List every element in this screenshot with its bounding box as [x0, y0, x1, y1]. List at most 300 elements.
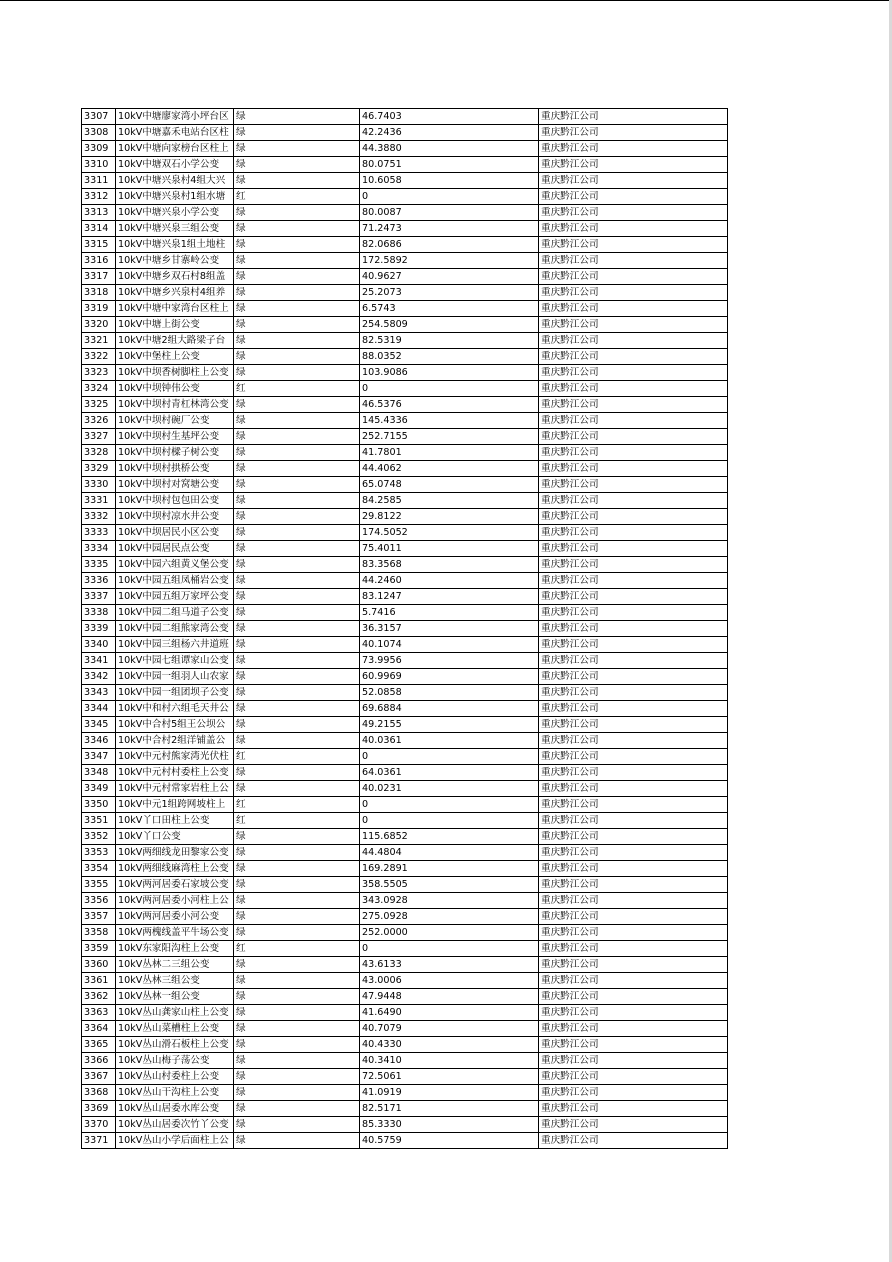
transformer-name-cell: 10kV中坝村青杠林湾公变	[116, 397, 234, 413]
row-number-cell: 3343	[82, 685, 116, 701]
table-row	[82, 285, 728, 301]
company-cell: 重庆黔江公司	[539, 749, 728, 765]
status-cell: 红	[234, 941, 360, 957]
status-cell: 绿	[234, 957, 360, 973]
status-cell: 绿	[234, 701, 360, 717]
value-cell: 174.5052	[360, 525, 539, 541]
table-row	[82, 381, 728, 397]
transformer-name-cell: 10kV中坝居民小区公变	[116, 525, 234, 541]
company-cell: 重庆黔江公司	[539, 461, 728, 477]
transformer-name-cell: 10kV中坝钟伟公变	[116, 381, 234, 397]
table-row	[82, 333, 728, 349]
row-number-cell: 3321	[82, 333, 116, 349]
table-row	[82, 429, 728, 445]
row-number-cell: 3364	[82, 1021, 116, 1037]
status-cell: 绿	[234, 717, 360, 733]
status-cell: 绿	[234, 781, 360, 797]
value-cell: 40.4330	[360, 1037, 539, 1053]
company-cell: 重庆黔江公司	[539, 205, 728, 221]
company-cell: 重庆黔江公司	[539, 621, 728, 637]
value-cell: 71.2473	[360, 221, 539, 237]
value-cell: 275.0928	[360, 909, 539, 925]
company-cell: 重庆黔江公司	[539, 1053, 728, 1069]
status-cell: 绿	[234, 477, 360, 493]
company-cell: 重庆黔江公司	[539, 429, 728, 445]
transformer-name-cell: 10kV丛山菜槽柱上公变	[116, 1021, 234, 1037]
value-cell: 84.2585	[360, 493, 539, 509]
status-cell: 绿	[234, 109, 360, 125]
value-cell: 65.0748	[360, 477, 539, 493]
value-cell: 40.0361	[360, 733, 539, 749]
row-number-cell: 3318	[82, 285, 116, 301]
status-cell: 绿	[234, 269, 360, 285]
table-row	[82, 237, 728, 253]
value-cell: 252.7155	[360, 429, 539, 445]
value-cell: 52.0858	[360, 685, 539, 701]
row-number-cell: 3348	[82, 765, 116, 781]
value-cell: 69.6884	[360, 701, 539, 717]
row-number-cell: 3320	[82, 317, 116, 333]
row-number-cell: 3307	[82, 109, 116, 125]
value-cell: 64.0361	[360, 765, 539, 781]
status-cell: 绿	[234, 157, 360, 173]
company-cell: 重庆黔江公司	[539, 125, 728, 141]
status-cell: 绿	[234, 989, 360, 1005]
table-row	[82, 893, 728, 909]
table-row	[82, 509, 728, 525]
status-cell: 绿	[234, 397, 360, 413]
company-cell: 重庆黔江公司	[539, 1101, 728, 1117]
table-row	[82, 397, 728, 413]
table-row	[82, 525, 728, 541]
table-row	[82, 653, 728, 669]
row-number-cell: 3322	[82, 349, 116, 365]
table-row	[82, 1005, 728, 1021]
row-number-cell: 3323	[82, 365, 116, 381]
status-cell: 绿	[234, 125, 360, 141]
transformer-name-cell: 10kV中塘乡兴泉村4组养	[116, 285, 234, 301]
table-row	[82, 861, 728, 877]
value-cell: 42.2436	[360, 125, 539, 141]
status-cell: 绿	[234, 637, 360, 653]
status-cell: 绿	[234, 557, 360, 573]
value-cell: 46.5376	[360, 397, 539, 413]
company-cell: 重庆黔江公司	[539, 1085, 728, 1101]
value-cell: 44.2460	[360, 573, 539, 589]
status-cell: 绿	[234, 621, 360, 637]
transformer-name-cell: 10kV中塘双石小学公变	[116, 157, 234, 173]
transformer-name-cell: 10kV中坝村樑子树公变	[116, 445, 234, 461]
status-cell: 绿	[234, 317, 360, 333]
transformer-name-cell: 10kV中坝村包包田公变	[116, 493, 234, 509]
value-cell: 0	[360, 381, 539, 397]
value-cell: 44.3880	[360, 141, 539, 157]
value-cell: 172.5892	[360, 253, 539, 269]
company-cell: 重庆黔江公司	[539, 109, 728, 125]
table-row	[82, 173, 728, 189]
status-cell: 红	[234, 381, 360, 397]
status-cell: 绿	[234, 669, 360, 685]
table-row	[82, 493, 728, 509]
row-number-cell: 3356	[82, 893, 116, 909]
company-cell: 重庆黔江公司	[539, 941, 728, 957]
value-cell: 83.1247	[360, 589, 539, 605]
table-row	[82, 365, 728, 381]
table-row	[82, 445, 728, 461]
company-cell: 重庆黔江公司	[539, 1021, 728, 1037]
company-cell: 重庆黔江公司	[539, 925, 728, 941]
table-row	[82, 813, 728, 829]
status-cell: 绿	[234, 1053, 360, 1069]
company-cell: 重庆黔江公司	[539, 1037, 728, 1053]
row-number-cell: 3366	[82, 1053, 116, 1069]
company-cell: 重庆黔江公司	[539, 861, 728, 877]
table-row	[82, 1021, 728, 1037]
transformer-name-cell: 10kV中塘兴泉村1组水塘	[116, 189, 234, 205]
status-cell: 绿	[234, 285, 360, 301]
value-cell: 36.3157	[360, 621, 539, 637]
status-cell: 绿	[234, 685, 360, 701]
status-cell: 绿	[234, 253, 360, 269]
transformer-name-cell: 10kV中坝村凉水井公变	[116, 509, 234, 525]
row-number-cell: 3339	[82, 621, 116, 637]
row-number-cell: 3310	[82, 157, 116, 173]
value-cell: 82.5319	[360, 333, 539, 349]
value-cell: 0	[360, 813, 539, 829]
status-cell: 绿	[234, 509, 360, 525]
table-row	[82, 957, 728, 973]
row-number-cell: 3359	[82, 941, 116, 957]
value-cell: 43.0006	[360, 973, 539, 989]
table-row	[82, 269, 728, 285]
company-cell: 重庆黔江公司	[539, 845, 728, 861]
status-cell: 绿	[234, 877, 360, 893]
row-number-cell: 3358	[82, 925, 116, 941]
company-cell: 重庆黔江公司	[539, 397, 728, 413]
transformer-name-cell: 10kV中园居民点公变	[116, 541, 234, 557]
company-cell: 重庆黔江公司	[539, 637, 728, 653]
row-number-cell: 3362	[82, 989, 116, 1005]
row-number-cell: 3354	[82, 861, 116, 877]
status-cell: 绿	[234, 653, 360, 669]
company-cell: 重庆黔江公司	[539, 301, 728, 317]
transformer-name-cell: 10kV丫口公变	[116, 829, 234, 845]
value-cell: 47.9448	[360, 989, 539, 1005]
status-cell: 红	[234, 797, 360, 813]
status-cell: 绿	[234, 205, 360, 221]
transformer-name-cell: 10kV中园五组万家坪公变	[116, 589, 234, 605]
row-number-cell: 3371	[82, 1133, 116, 1149]
value-cell: 169.2891	[360, 861, 539, 877]
row-number-cell: 3334	[82, 541, 116, 557]
value-cell: 88.0352	[360, 349, 539, 365]
company-cell: 重庆黔江公司	[539, 909, 728, 925]
company-cell: 重庆黔江公司	[539, 589, 728, 605]
status-cell: 绿	[234, 1021, 360, 1037]
status-cell: 绿	[234, 301, 360, 317]
row-number-cell: 3319	[82, 301, 116, 317]
row-number-cell: 3312	[82, 189, 116, 205]
row-number-cell: 3353	[82, 845, 116, 861]
row-number-cell: 3309	[82, 141, 116, 157]
status-cell: 绿	[234, 1117, 360, 1133]
value-cell: 40.1074	[360, 637, 539, 653]
value-cell: 145.4336	[360, 413, 539, 429]
transformer-name-cell: 10kV中元村常家岩柱上公	[116, 781, 234, 797]
company-cell: 重庆黔江公司	[539, 605, 728, 621]
row-number-cell: 3344	[82, 701, 116, 717]
status-cell: 绿	[234, 973, 360, 989]
company-cell: 重庆黔江公司	[539, 557, 728, 573]
transformer-name-cell: 10kV中塘乡双石村8组盖	[116, 269, 234, 285]
row-number-cell: 3369	[82, 1101, 116, 1117]
row-number-cell: 3342	[82, 669, 116, 685]
value-cell: 115.6852	[360, 829, 539, 845]
table-row	[82, 797, 728, 813]
company-cell: 重庆黔江公司	[539, 701, 728, 717]
status-cell: 绿	[234, 173, 360, 189]
transformer-name-cell: 10kV丛林一组公变	[116, 989, 234, 1005]
status-cell: 绿	[234, 845, 360, 861]
company-cell: 重庆黔江公司	[539, 365, 728, 381]
row-number-cell: 3325	[82, 397, 116, 413]
row-number-cell: 3330	[82, 477, 116, 493]
transformer-name-cell: 10kV中园二组熊家湾公变	[116, 621, 234, 637]
value-cell: 73.9956	[360, 653, 539, 669]
table-row	[82, 685, 728, 701]
row-number-cell: 3365	[82, 1037, 116, 1053]
transformer-name-cell: 10kV中元村村委柱上公变	[116, 765, 234, 781]
row-number-cell: 3338	[82, 605, 116, 621]
transformer-name-cell: 10kV中园三组杨六井道班	[116, 637, 234, 653]
row-number-cell: 3357	[82, 909, 116, 925]
transformer-name-cell: 10kV中塘兴泉三组公变	[116, 221, 234, 237]
transformer-name-cell: 10kV东家阳沟柱上公变	[116, 941, 234, 957]
row-number-cell: 3317	[82, 269, 116, 285]
value-cell: 6.5743	[360, 301, 539, 317]
value-cell: 72.5061	[360, 1069, 539, 1085]
value-cell: 44.4062	[360, 461, 539, 477]
table-row	[82, 557, 728, 573]
value-cell: 82.5171	[360, 1101, 539, 1117]
company-cell: 重庆黔江公司	[539, 221, 728, 237]
transformer-name-cell: 10kV两河居委小河公变	[116, 909, 234, 925]
row-number-cell: 3355	[82, 877, 116, 893]
row-number-cell: 3328	[82, 445, 116, 461]
table-row	[82, 141, 728, 157]
table-row	[82, 909, 728, 925]
company-cell: 重庆黔江公司	[539, 669, 728, 685]
table-row	[82, 989, 728, 1005]
value-cell: 358.5505	[360, 877, 539, 893]
table-row	[82, 941, 728, 957]
status-cell: 绿	[234, 349, 360, 365]
transformer-name-cell: 10kV两细线麻湾柱上公变	[116, 861, 234, 877]
company-cell: 重庆黔江公司	[539, 877, 728, 893]
company-cell: 重庆黔江公司	[539, 477, 728, 493]
company-cell: 重庆黔江公司	[539, 269, 728, 285]
row-number-cell: 3335	[82, 557, 116, 573]
table-row	[82, 733, 728, 749]
transformer-name-cell: 10kV丛林二三组公变	[116, 957, 234, 973]
company-cell: 重庆黔江公司	[539, 349, 728, 365]
status-cell: 绿	[234, 525, 360, 541]
transformer-name-cell: 10kV中堡柱上公变	[116, 349, 234, 365]
transformer-name-cell: 10kV中塘兴泉1组土地柱	[116, 237, 234, 253]
table-row	[82, 573, 728, 589]
value-cell: 46.7403	[360, 109, 539, 125]
company-cell: 重庆黔江公司	[539, 733, 728, 749]
status-cell: 绿	[234, 429, 360, 445]
company-cell: 重庆黔江公司	[539, 717, 728, 733]
status-cell: 绿	[234, 1133, 360, 1149]
value-cell: 82.0686	[360, 237, 539, 253]
row-number-cell: 3329	[82, 461, 116, 477]
row-number-cell: 3360	[82, 957, 116, 973]
company-cell: 重庆黔江公司	[539, 1005, 728, 1021]
value-cell: 25.2073	[360, 285, 539, 301]
status-cell: 绿	[234, 141, 360, 157]
table-row	[82, 1101, 728, 1117]
company-cell: 重庆黔江公司	[539, 781, 728, 797]
value-cell: 43.6133	[360, 957, 539, 973]
transformer-name-cell: 10kV丛林三组公变	[116, 973, 234, 989]
status-cell: 绿	[234, 333, 360, 349]
transformer-name-cell: 10kV丛山干沟柱上公变	[116, 1085, 234, 1101]
table-row	[82, 589, 728, 605]
transformer-name-cell: 10kV中园二组马道子公变	[116, 605, 234, 621]
table-row	[82, 1037, 728, 1053]
company-cell: 重庆黔江公司	[539, 653, 728, 669]
value-cell: 254.5809	[360, 317, 539, 333]
table-row	[82, 317, 728, 333]
company-cell: 重庆黔江公司	[539, 973, 728, 989]
table-row	[82, 973, 728, 989]
company-cell: 重庆黔江公司	[539, 189, 728, 205]
row-number-cell: 3367	[82, 1069, 116, 1085]
company-cell: 重庆黔江公司	[539, 381, 728, 397]
status-cell: 绿	[234, 365, 360, 381]
transformer-name-cell: 10kV中和村六组毛天井公	[116, 701, 234, 717]
transformer-name-cell: 10kV中园六组黄义堡公变	[116, 557, 234, 573]
value-cell: 29.8122	[360, 509, 539, 525]
transformer-name-cell: 10kV中坝村碗厂公变	[116, 413, 234, 429]
transformer-name-cell: 10kV中塘兴泉村4组大兴	[116, 173, 234, 189]
transformer-name-cell: 10kV丫口田柱上公变	[116, 813, 234, 829]
row-number-cell: 3333	[82, 525, 116, 541]
transformer-name-cell: 10kV中塘兴泉小学公变	[116, 205, 234, 221]
row-number-cell: 3311	[82, 173, 116, 189]
transformer-name-cell: 10kV两细线龙田黎家公变	[116, 845, 234, 861]
status-cell: 绿	[234, 1005, 360, 1021]
page-top-border	[0, 0, 892, 1]
transformer-name-cell: 10kV中塘向家榜台区柱上	[116, 141, 234, 157]
table-row	[82, 749, 728, 765]
table-row	[82, 253, 728, 269]
row-number-cell: 3315	[82, 237, 116, 253]
company-cell: 重庆黔江公司	[539, 813, 728, 829]
table-row	[82, 765, 728, 781]
value-cell: 103.9086	[360, 365, 539, 381]
transformer-name-cell: 10kV丛山居委次竹丫公变	[116, 1117, 234, 1133]
value-cell: 44.4804	[360, 845, 539, 861]
value-cell: 10.6058	[360, 173, 539, 189]
company-cell: 重庆黔江公司	[539, 141, 728, 157]
row-number-cell: 3351	[82, 813, 116, 829]
transformer-name-cell: 10kV丛山村委柱上公变	[116, 1069, 234, 1085]
status-cell: 绿	[234, 861, 360, 877]
value-cell: 75.4011	[360, 541, 539, 557]
row-number-cell: 3352	[82, 829, 116, 845]
table-row	[82, 1085, 728, 1101]
table-row	[82, 717, 728, 733]
value-cell: 40.0231	[360, 781, 539, 797]
status-cell: 绿	[234, 733, 360, 749]
table-row	[82, 413, 728, 429]
transformer-name-cell: 10kV丛山滑石板柱上公变	[116, 1037, 234, 1053]
table-row	[82, 1133, 728, 1149]
row-number-cell: 3331	[82, 493, 116, 509]
table-row	[82, 109, 728, 125]
value-cell: 5.7416	[360, 605, 539, 621]
table-row	[82, 541, 728, 557]
table-row	[82, 1117, 728, 1133]
row-number-cell: 3336	[82, 573, 116, 589]
data-table	[81, 108, 728, 1149]
row-number-cell: 3345	[82, 717, 116, 733]
status-cell: 绿	[234, 1069, 360, 1085]
row-number-cell: 3313	[82, 205, 116, 221]
table-row	[82, 477, 728, 493]
value-cell: 252.0000	[360, 925, 539, 941]
transformer-name-cell: 10kV中塘乡甘寨岭公变	[116, 253, 234, 269]
transformer-name-cell: 10kV中坝村生基坪公变	[116, 429, 234, 445]
transformer-name-cell: 10kV中坝香树脚柱上公变	[116, 365, 234, 381]
transformer-name-cell: 10kV丛山龚家山柱上公变	[116, 1005, 234, 1021]
transformer-name-cell: 10kV中塘上街公变	[116, 317, 234, 333]
table-row	[82, 349, 728, 365]
company-cell: 重庆黔江公司	[539, 253, 728, 269]
company-cell: 重庆黔江公司	[539, 413, 728, 429]
status-cell: 绿	[234, 1085, 360, 1101]
status-cell: 绿	[234, 925, 360, 941]
status-cell: 绿	[234, 909, 360, 925]
company-cell: 重庆黔江公司	[539, 893, 728, 909]
value-cell: 40.7079	[360, 1021, 539, 1037]
table-row	[82, 1053, 728, 1069]
transformer-name-cell: 10kV中塘2组大路梁子台	[116, 333, 234, 349]
company-cell: 重庆黔江公司	[539, 989, 728, 1005]
table-row	[82, 877, 728, 893]
table-row	[82, 669, 728, 685]
status-cell: 绿	[234, 1037, 360, 1053]
table-row	[82, 621, 728, 637]
value-cell: 40.3410	[360, 1053, 539, 1069]
company-cell: 重庆黔江公司	[539, 525, 728, 541]
status-cell: 绿	[234, 413, 360, 429]
transformer-name-cell: 10kV中坝村对窝塘公变	[116, 477, 234, 493]
row-number-cell: 3308	[82, 125, 116, 141]
table-row	[82, 221, 728, 237]
value-cell: 0	[360, 941, 539, 957]
status-cell: 红	[234, 813, 360, 829]
table-row	[82, 205, 728, 221]
row-number-cell: 3314	[82, 221, 116, 237]
value-cell: 60.9969	[360, 669, 539, 685]
transformer-name-cell: 10kV中合村5组王公坝公	[116, 717, 234, 733]
transformer-name-cell: 10kV两河居委小河柱上公	[116, 893, 234, 909]
row-number-cell: 3346	[82, 733, 116, 749]
